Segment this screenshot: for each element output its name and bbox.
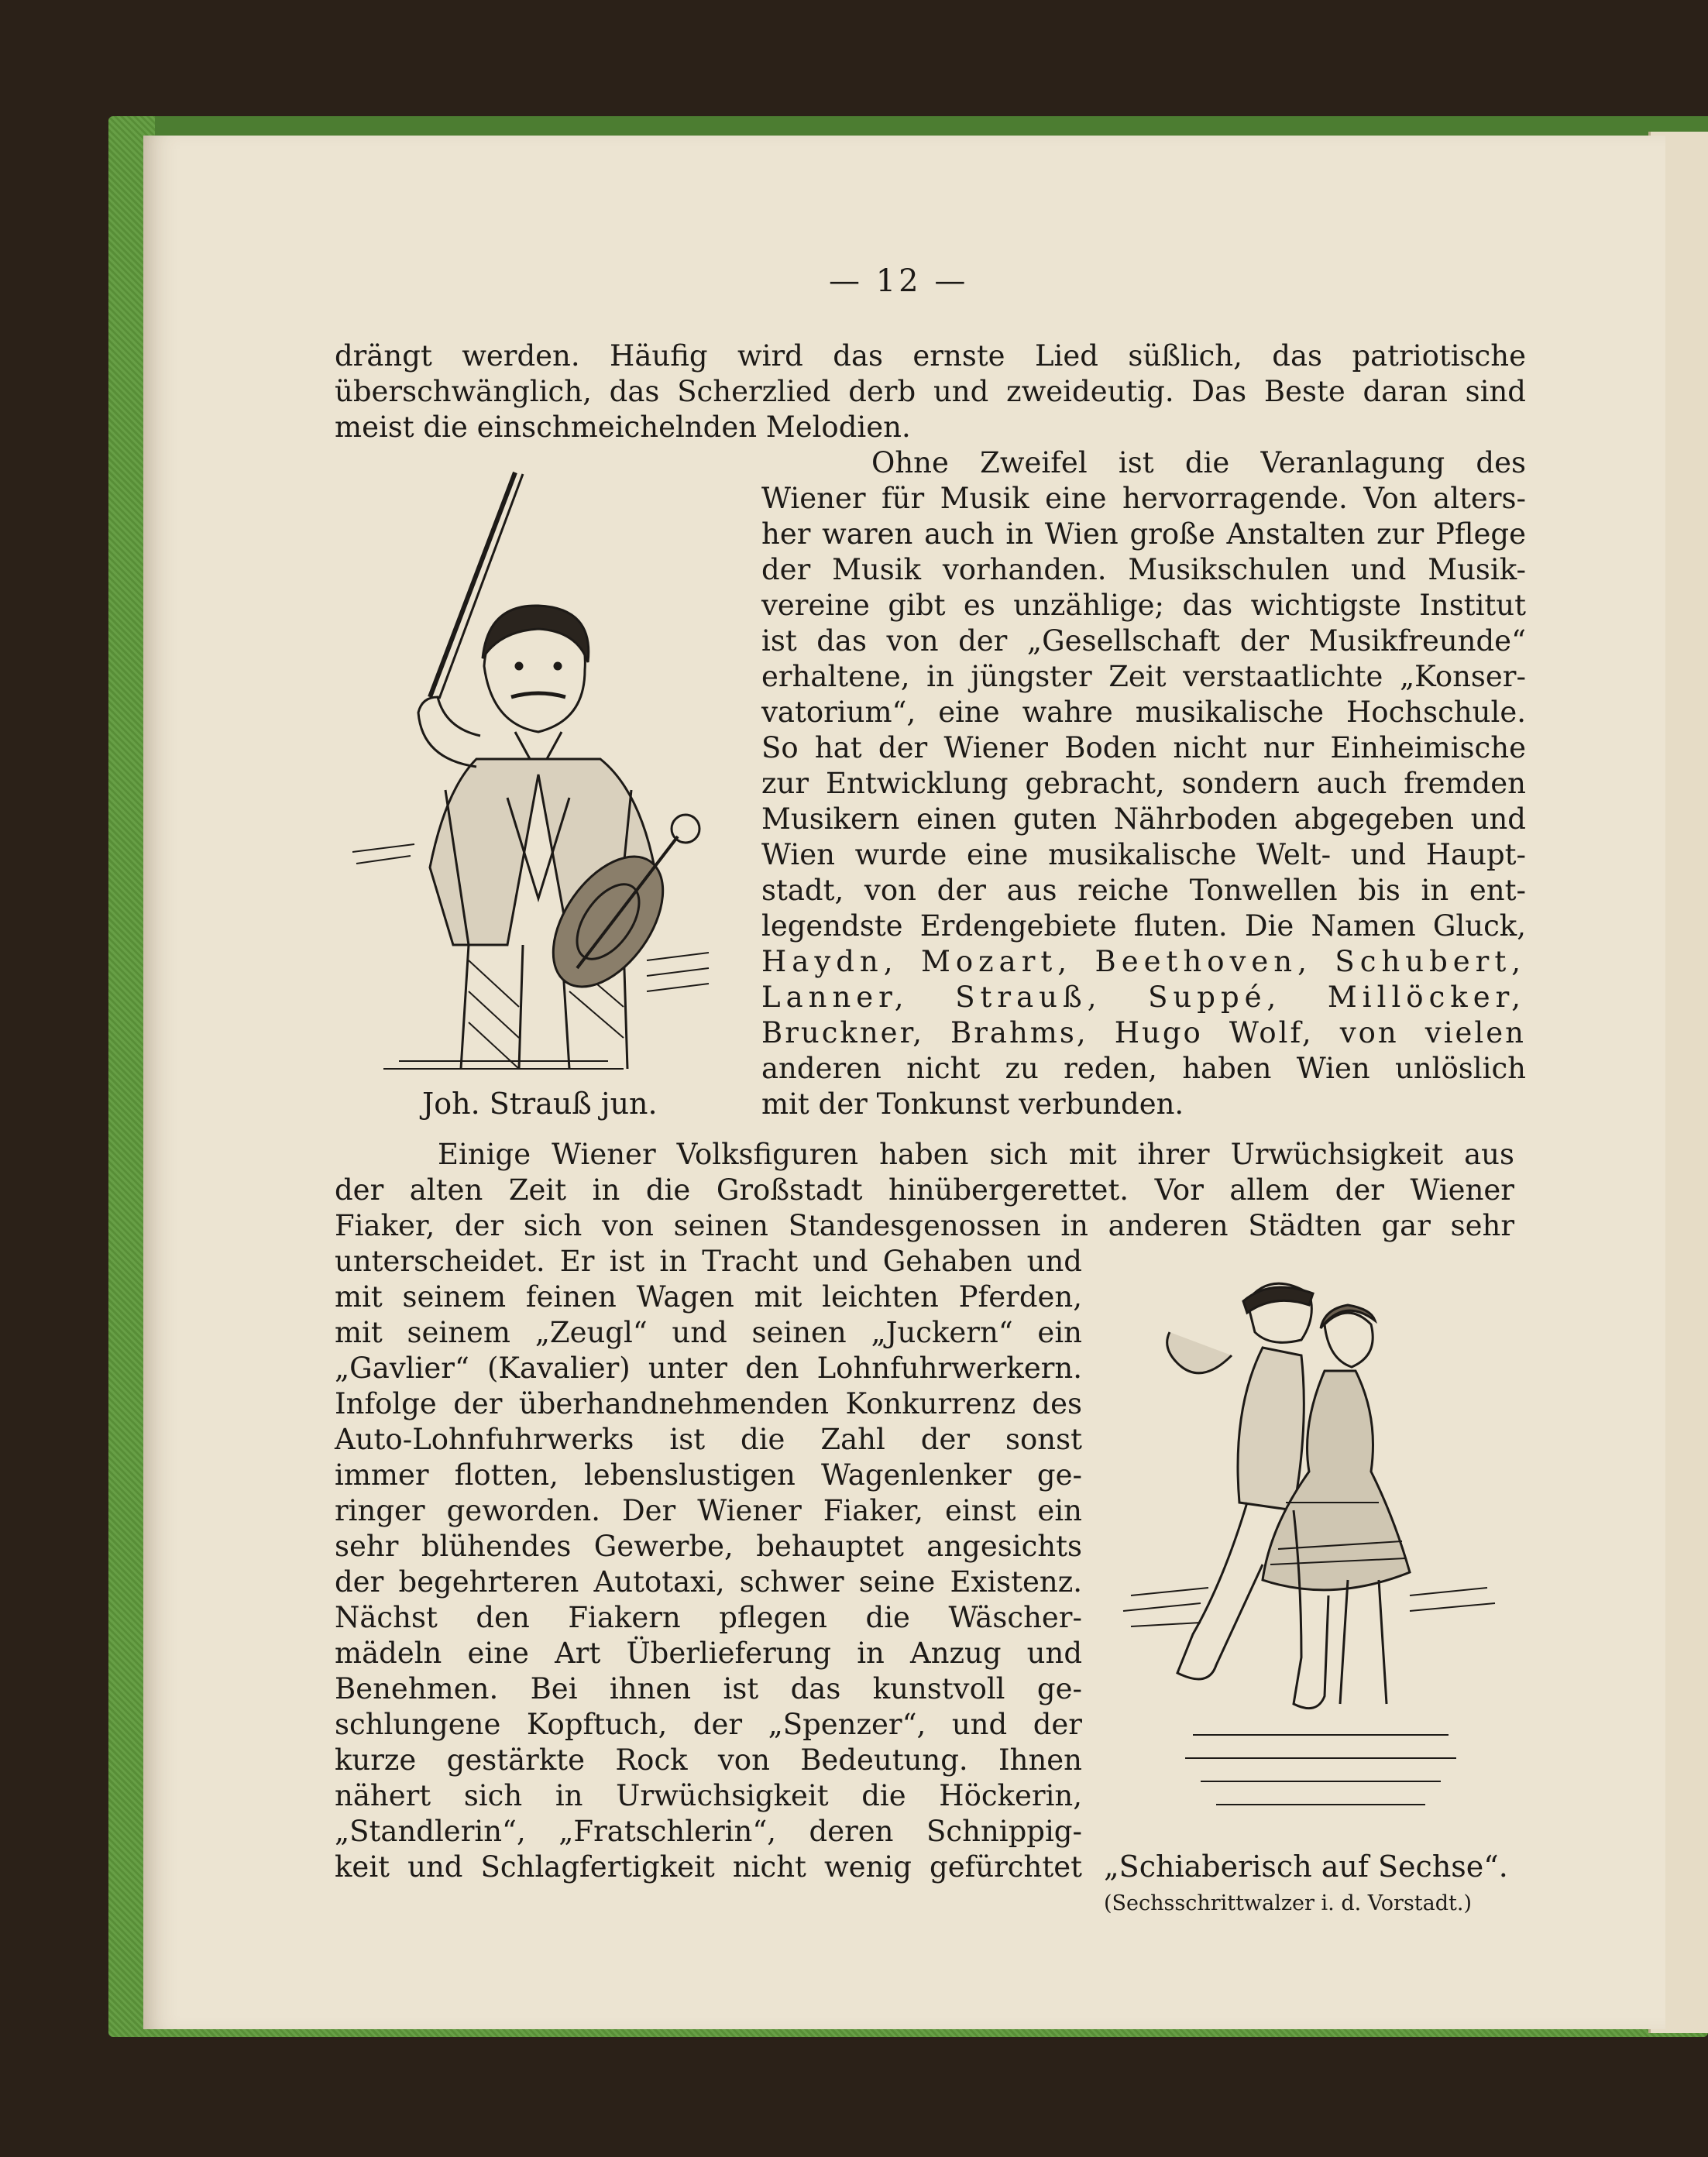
text-line: ist das von der „Gesellschaft der Musikfreunde“ xyxy=(761,624,1526,658)
text-line: mit der Tonkunst verbunden. xyxy=(761,1087,1184,1121)
text-line: sehr blühendes Gewerbe, behauptet angesichts xyxy=(335,1530,1082,1563)
text-line: kurze gestärkte Rock von Bedeutung. Ihnen xyxy=(335,1743,1082,1777)
text-line: der begehrteren Autotaxi, schwer seine Existenz. xyxy=(335,1565,1082,1599)
text-line: erhaltene, in jüngster Zeit verstaatlichte „Konser- xyxy=(761,660,1526,693)
dancing-couple-illustration xyxy=(1115,1270,1503,1843)
text-line: vatorium“, eine wahre musikalische Hochschule. xyxy=(761,696,1526,729)
text-line: Musikern einen guten Nährboden abgegeben und xyxy=(761,802,1526,836)
text-line: Bruckner, Brahms, Hugo Wolf, von vielen xyxy=(761,1016,1526,1049)
text-line: mit seinem „Zeugl“ und seinen „Juckern“ ein xyxy=(335,1316,1082,1349)
text-line: schlungene Kopftuch, der „Spenzer“, und der xyxy=(335,1708,1082,1741)
text-line: mit seinem feinen Wagen mit leichten Pferden, xyxy=(335,1280,1082,1314)
text-line: So hat der Wiener Boden nicht nur Einheimische xyxy=(761,731,1526,764)
text-line: überschwänglich, das Scherzlied derb und zweideutig. Das Beste daran sind xyxy=(335,375,1526,408)
text-line: Einige Wiener Volksfiguren haben sich mit ihrer Urwüchsigkeit aus xyxy=(438,1138,1514,1171)
text-line: unterscheidet. Er ist in Tracht und Gehaben und xyxy=(335,1245,1082,1278)
strauss-illustration xyxy=(352,465,740,1077)
text-line: nähert sich in Urwüchsigkeit die Höckerin, xyxy=(335,1779,1082,1812)
text-line: „Gavlier“ (Kavalier) unter den Lohnfuhrwerkern. xyxy=(335,1352,1082,1385)
text-line: drängt werden. Häufig wird das ernste Lied süßlich, das patriotische xyxy=(335,339,1526,373)
text-line: Wien wurde eine musikalische Welt- und Haupt- xyxy=(761,838,1526,871)
text-line: vereine gibt es unzählige; das wichtigste Institut xyxy=(761,589,1526,622)
text-line: her waren auch in Wien große Anstalten zur Pflege xyxy=(761,517,1526,551)
text-line: „Standlerin“, „Fratschlerin“, deren Schnippig- xyxy=(335,1815,1082,1848)
text-line: legendste Erdengebiete fluten. Die Namen Gluck, xyxy=(761,909,1526,943)
text-line: mädeln eine Art Überlieferung in Anzug und xyxy=(335,1637,1082,1670)
dance-caption-sub: (Sechsschrittwalzer i. d. Vorstadt.) xyxy=(1104,1891,1473,1915)
text-line: ringer geworden. Der Wiener Fiaker, einst ein xyxy=(335,1494,1082,1527)
text-line: Lanner, Strauß, Suppé, Millöcker, xyxy=(761,981,1526,1014)
text-line: der alten Zeit in die Großstadt hinübergerettet. Vor allem der Wiener xyxy=(335,1173,1514,1207)
text-line: meist die einschmeichelnden Melodien. xyxy=(335,410,911,444)
text-line: anderen nicht zu reden, haben Wien unlöslich xyxy=(761,1052,1526,1085)
text-line: Auto-Lohnfuhrwerks ist die Zahl der sonst xyxy=(335,1423,1082,1456)
text-line: Ohne Zweifel ist die Veranlagung des xyxy=(871,446,1526,479)
text-line: Nächst den Fiakern pflegen die Wäscher- xyxy=(335,1601,1082,1634)
strauss-caption: Joh. Strauß jun. xyxy=(422,1087,658,1121)
text-line: Haydn, Mozart, Beethoven, Schubert, xyxy=(761,945,1526,978)
text-line: Fiaker, der sich von seinen Standesgenossen in anderen Städten gar sehr xyxy=(335,1209,1514,1242)
text-line: Wiener für Musik eine hervorragende. Von alters- xyxy=(761,482,1526,515)
text-line: stadt, von der aus reiche Tonwellen bis in ent- xyxy=(761,874,1526,907)
dance-caption: „Schiaberisch auf Sechse“. xyxy=(1104,1850,1508,1884)
text-line: keit und Schlagfertigkeit nicht wenig gefürchtet xyxy=(335,1850,1082,1884)
page-number: — 12 — xyxy=(829,263,969,299)
text-line: der Musik vorhanden. Musikschulen und Musik- xyxy=(761,553,1526,586)
text-line: immer flotten, lebenslustigen Wagenlenker ge- xyxy=(335,1458,1082,1492)
text-line: zur Entwicklung gebracht, sondern auch fremden xyxy=(761,767,1526,800)
text-line: Benehmen. Bei ihnen ist das kunstvoll ge- xyxy=(335,1672,1082,1705)
text-line: Infolge der überhandnehmenden Konkurrenz des xyxy=(335,1387,1082,1420)
